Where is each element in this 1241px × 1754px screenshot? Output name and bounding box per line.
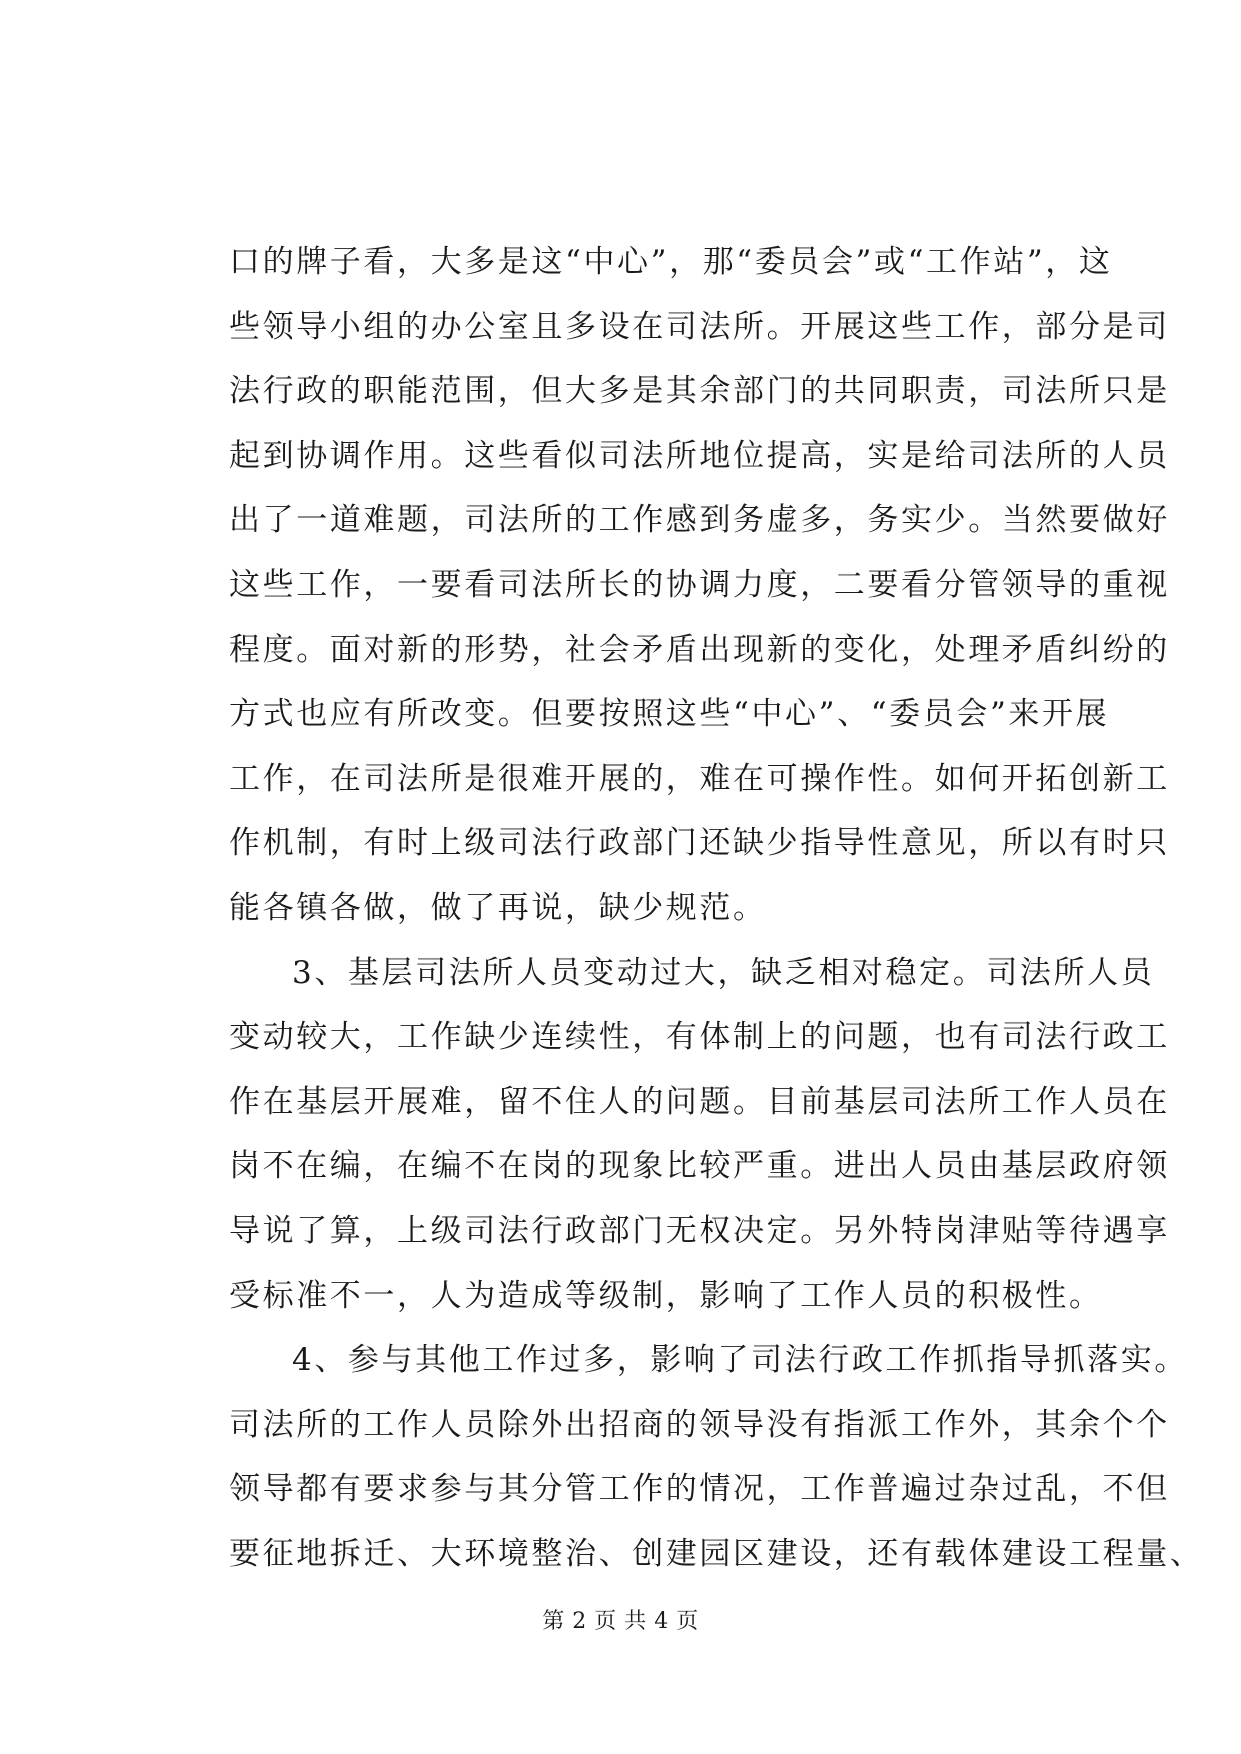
text-line: 些领导小组的办公室且多设在司法所。开展这些工作，部分是司 <box>229 308 1170 345</box>
paragraph-start-line: 3、基层司法所人员变动过大，缺乏相对稳定。司法所人员 <box>292 954 1155 991</box>
text-line: 要征地拆迁、大环境整治、创建园区建设，还有载体建设工程量、 <box>229 1535 1204 1572</box>
text-line: 受标准不一，人为造成等级制，影响了工作人员的积极性。 <box>229 1277 1103 1314</box>
document-body <box>229 230 1204 1586</box>
text-line: 作机制，有时上级司法行政部门还缺少指导性意见，所以有时只 <box>229 825 1170 862</box>
text-line: 法行政的职能范围，但大多是其余部门的共同职责，司法所只是 <box>229 373 1170 410</box>
text-line: 作在基层开展难，留不住人的问题。目前基层司法所工作人员在 <box>229 1083 1170 1120</box>
text-line: 能各镇各做，做了再说，缺少规范。 <box>229 889 767 926</box>
text-line: 司法所的工作人员除外出招商的领导没有指派工作外，其余个个 <box>229 1406 1170 1443</box>
text-line: 方式也应有所改变。但要按照这些“中心”、“委员会”来开展 <box>229 696 1110 733</box>
paragraph-start-line: 4、参与其他工作过多，影响了司法行政工作抓指导抓落实。 <box>292 1342 1188 1379</box>
text-line: 工作，在司法所是很难开展的，难在可操作性。如何开拓创新工 <box>229 760 1170 797</box>
text-line: 起到协调作用。这些看似司法所地位提高，实是给司法所的人员 <box>229 437 1170 474</box>
page-number-footer: 第 2 页 共 4 页 <box>542 1609 699 1634</box>
text-line: 出了一道难题，司法所的工作感到务虚多，务实少。当然要做好 <box>229 502 1170 539</box>
text-line: 这些工作，一要看司法所长的协调力度，二要看分管领导的重视 <box>229 566 1170 603</box>
text-line: 导说了算，上级司法行政部门无权决定。另外特岗津贴等待遇享 <box>229 1212 1170 1249</box>
text-line: 口的牌子看，大多是这“中心”，那“委员会”或“工作站”，这 <box>229 244 1113 280</box>
text-line: 变动较大，工作缺少连续性，有体制上的问题，也有司法行政工 <box>229 1019 1170 1056</box>
text-line: 程度。面对新的形势，社会矛盾出现新的变化，处理矛盾纠纷的 <box>229 631 1170 668</box>
text-line: 领导都有要求参与其分管工作的情况，工作普遍过杂过乱，不但 <box>229 1471 1170 1508</box>
text-line: 岗不在编，在编不在岗的现象比较严重。进出人员由基层政府领 <box>229 1148 1170 1185</box>
